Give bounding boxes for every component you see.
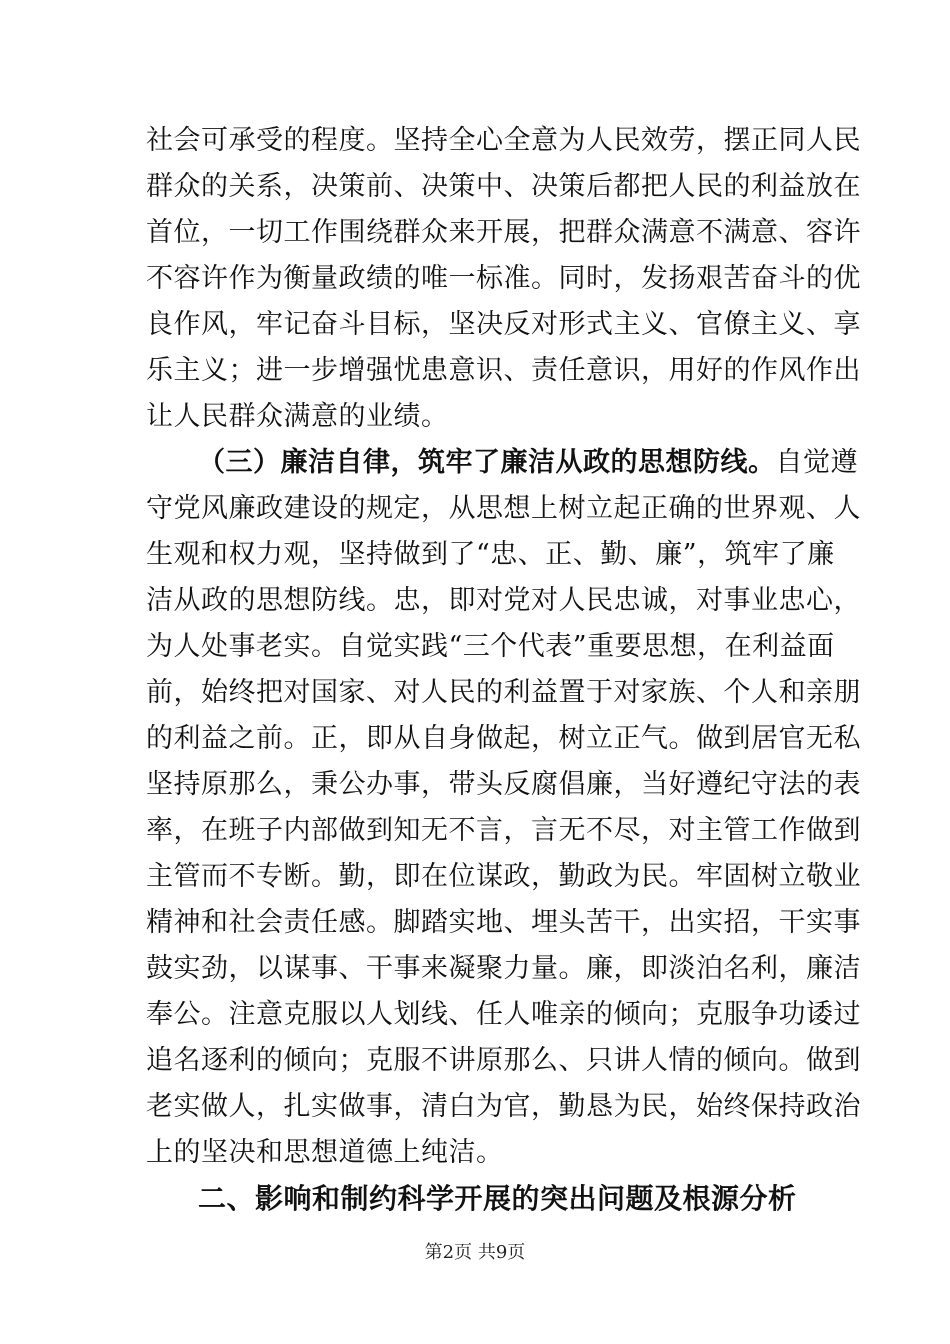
page-number-footer: 第2页 共9页 (424, 1242, 526, 1263)
paragraph-line: 坚持原那么，秉公办事，带头反腐倡廉，当好遵纪守法的表 (146, 769, 861, 800)
paragraph-line: 首位，一切工作围绕群众来开展，把群众满意不满意、容许 (146, 217, 861, 248)
paragraph-line: 的利益之前。正，即从自身做起，树立正气。做到居官无私 (146, 723, 861, 754)
paragraph-line: 社会可承受的程度。坚持全心全意为人民效劳，摆正同人民 (146, 125, 861, 156)
paragraph-line: 为人处事老实。自觉实践“三个代表”重要思想，在利益面 (146, 631, 835, 662)
paragraph-line: 上的坚决和思想道德上纯洁。 (146, 1137, 504, 1168)
paragraph-line: 生观和权力观，坚持做到了“忠、正、勤、廉”，筑牢了廉 (146, 539, 835, 570)
paragraph-line: 乐主义；进一步增强忧患意识、责任意识，用好的作风作出 (146, 355, 861, 386)
section-two-heading: 二、影响和制约科学开展的突出问题及根源分析 (198, 1182, 797, 1215)
paragraph-line: 前，始终把对国家、对人民的利益置于对家族、个人和亲朋 (146, 677, 861, 708)
paragraph-line: 让人民群众满意的业绩。 (146, 401, 449, 432)
paragraph-line: 老实做人，扎实做事，清白为官，勤恳为民，始终保持政治 (146, 1091, 861, 1122)
paragraph-line: 群众的关系，决策前、决策中、决策后都把人民的利益放在 (146, 171, 861, 202)
paragraph-line: 精神和社会责任感。脚踏实地、埋头苦干，出实招，干实事 (146, 907, 861, 938)
paragraph-line: 率，在班子内部做到知无不言，言无不尽，对主管工作做到 (146, 815, 861, 846)
paragraph-line: 守党风廉政建设的规定，从思想上树立起正确的世界观、人 (146, 493, 861, 524)
section-3-first-line-rest: 自觉遵 (775, 447, 858, 478)
paragraph-line: 鼓实劲，以谋事、干事来凝聚力量。廉，即淡泊名利，廉洁 (146, 953, 861, 984)
paragraph-line: 主管而不专断。勤，即在位谋政，勤政为民。牢固树立敬业 (146, 861, 861, 892)
paragraph-line: 不容许作为衡量政绩的唯一标准。同时，发扬艰苦奋斗的优 (146, 263, 861, 294)
paragraph-line: 洁从政的思想防线。忠，即对党对人民忠诚，对事业忠心， (146, 585, 861, 616)
section-3-first-line (198, 446, 858, 480)
paragraph-line: 奉公。注意克服以人划线、任人唯亲的倾向；克服争功诿过 (146, 999, 861, 1030)
section-3-heading: （三）廉洁自律，筑牢了廉洁从政的思想防线。 (198, 447, 776, 478)
paragraph-line: 良作风，牢记奋斗目标，坚决反对形式主义、官僚主义、享 (146, 309, 861, 340)
paragraph-line: 追名逐利的倾向；克服不讲原那么、只讲人情的倾向。做到 (146, 1045, 861, 1076)
